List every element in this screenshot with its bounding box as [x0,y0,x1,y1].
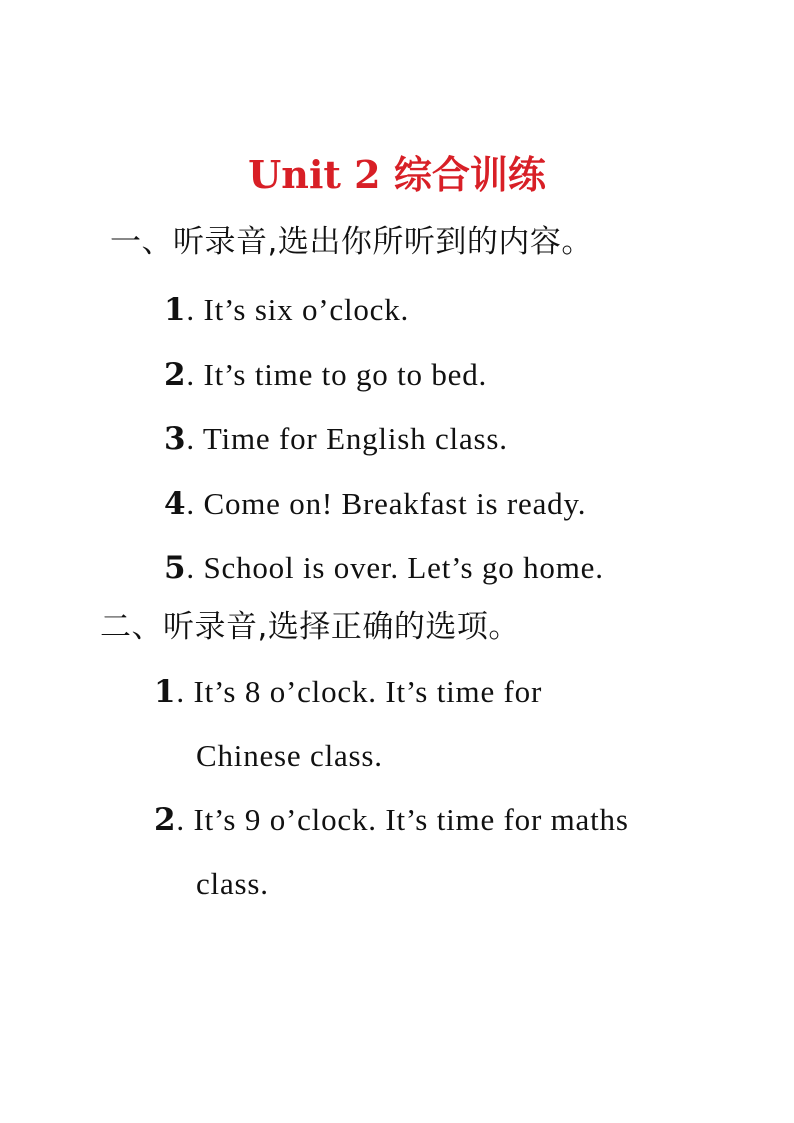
page-title: Unit 2 综合训练 [248,152,546,197]
item-text: . It’s time to go to bed. [186,357,488,392]
list-item [164,484,586,524]
item-number: 2 [164,357,187,393]
item-number: 3 [164,421,187,457]
item-number: 1 [164,292,187,328]
item-text: . It’s 9 o’clock. It’s time for maths [176,802,629,837]
item-number: 5 [164,550,187,586]
item-number: 1 [154,674,177,710]
list-item [154,800,629,840]
item-text: . Come on! Breakfast is ready. [186,486,587,521]
item-text: . School is over. Let’s go home. [186,550,604,585]
list-item [154,672,542,712]
item-number: 2 [154,802,177,838]
item-continuation: Chinese class. [196,738,383,773]
item-continuation: class. [196,866,269,901]
section-heading-1: 一、听录音,选出你所听到的内容。 [110,224,593,260]
item-text: . It’s six o’clock. [186,292,410,327]
list-item [164,290,409,330]
item-text: . It’s 8 o’clock. It’s time for [176,674,543,709]
list-item [164,419,508,459]
list-item [164,548,604,588]
item-text: . Time for English class. [186,421,508,456]
item-number: 4 [164,486,187,522]
section-heading-2: 二、听录音,选择正确的选项。 [100,609,520,645]
list-item [164,355,487,395]
